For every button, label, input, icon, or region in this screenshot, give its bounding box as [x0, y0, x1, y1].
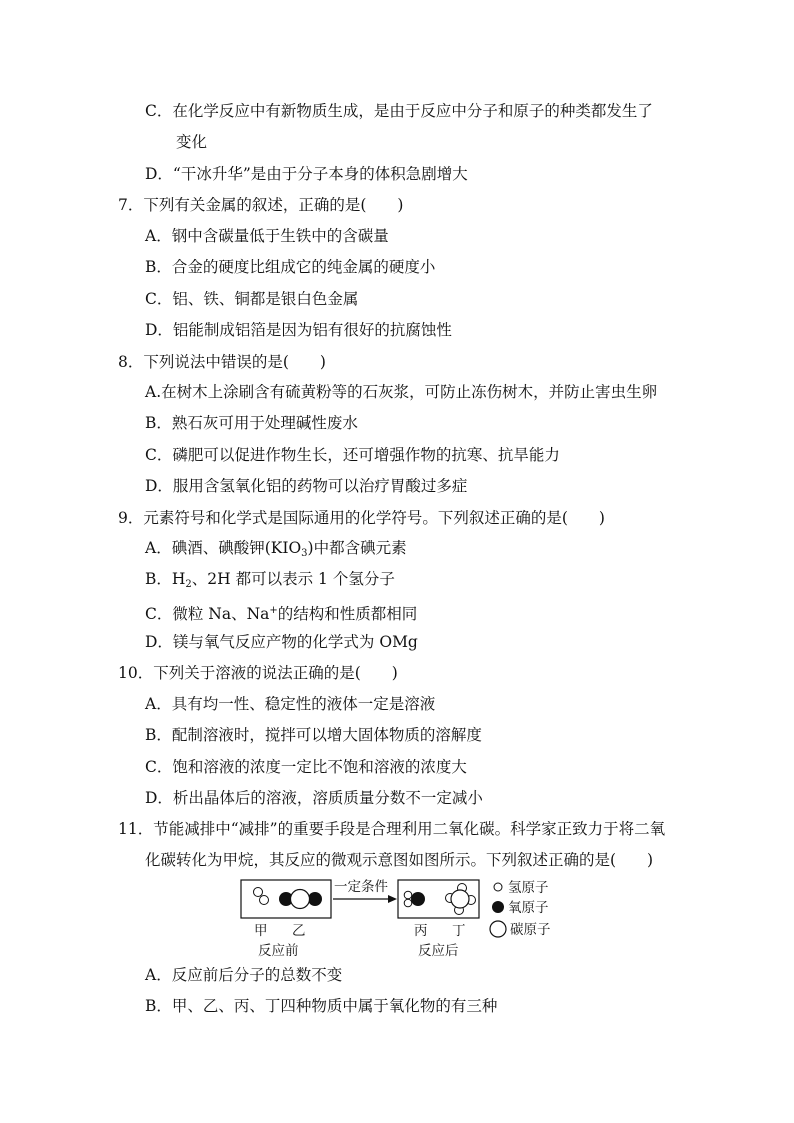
q9-option-b: B．$H_2$、2H 都可以表示 1 个氢分子: [145, 570, 395, 590]
q9-stem: 9．元素符号和化学式是国际通用的化学符号。下列叙述正确的是( ): [118, 509, 605, 527]
q8-option-b: B．熟石灰可用于处理碱性废水: [145, 414, 358, 432]
q11-stem-continuation: 化碳转化为甲烷，其反应的微观示意图如图所示。下列叙述正确的是( ): [145, 851, 654, 869]
reaction-micro-diagram: [232, 876, 572, 964]
label-ding: 丁: [452, 923, 466, 939]
q8-stem: 8．下列说法中错误的是( ): [118, 353, 326, 371]
q11-stem: 11．节能减排中“减排”的重要手段是合理利用二氧化碳。科学家正致力于将二氧: [118, 820, 666, 838]
hydrogen-atom: [254, 888, 263, 897]
q10-stem: 10．下列关于溶液的说法正确的是( ): [118, 664, 398, 682]
hydrogen-atom: [404, 891, 412, 899]
carbon-atom: [451, 890, 469, 908]
q8-option-a: A.在树木上涂刷含有硫黄粉等的石灰浆，可防止冻伤树木，并防止害虫生卵: [145, 383, 658, 401]
q11-option-a: A．反应前后分子的总数不变: [145, 966, 343, 984]
oxygen-atom: [308, 892, 322, 906]
label-after: 反应后: [418, 943, 459, 959]
label-bing: 丙: [414, 923, 428, 939]
label-before: 反应前: [258, 943, 299, 959]
q10-option-b: B．配制溶液时，搅拌可以增大固体物质的溶解度: [145, 726, 482, 744]
q7-option-c: C．铝、铁、铜都是银白色金属: [145, 290, 359, 308]
label-yi: 乙: [292, 923, 306, 939]
q7-stem: 7．下列有关金属的叙述，正确的是( ): [118, 196, 404, 214]
legend-hydrogen-label: 氢原子: [508, 880, 549, 896]
q6-option-d: D．“干冰升华”是由于分子本身的体积急剧增大: [145, 165, 468, 183]
q9-option-d: D．镁与氧气反应产物的化学式为 OMg: [145, 633, 418, 651]
oxygen-atom: [411, 892, 425, 906]
legend-carbon-icon: [490, 921, 506, 937]
q7-option-a: A．钢中含碳量低于生铁中的含碳量: [145, 227, 389, 245]
q6-option-c-continuation: 变化: [176, 133, 208, 151]
hydrogen-atom: [404, 899, 412, 907]
q11-option-b: B．甲、乙、丙、丁四种物质中属于氧化物的有三种: [145, 997, 498, 1015]
q7-option-d: D．铝能制成铝箔是因为铝有很好的抗腐蚀性: [145, 321, 452, 339]
q8-option-d: D．服用含氢氧化铝的药物可以治疗胃酸过多症: [145, 477, 468, 495]
legend-hydrogen-icon: [494, 883, 502, 891]
q6-option-c: C．在化学反应中有新物质生成，是由于反应中分子和原子的种类都发生了: [145, 102, 653, 120]
arrow-label: 一定条件: [334, 879, 388, 895]
q9-option-a: A．碘酒、碘酸钾$(KIO_3)$中都含碘元素: [145, 539, 407, 559]
legend-carbon-label: 碳原子: [510, 922, 551, 938]
q10-option-d: D．析出晶体后的溶液，溶质质量分数不一定减小: [145, 789, 483, 807]
arrow-head: [388, 895, 397, 903]
carbon-atom: [291, 890, 310, 909]
q9-option-c: C．微粒 Na、Na+的结构和性质都相同: [145, 605, 418, 623]
label-jia: 甲: [254, 923, 268, 939]
q10-option-a: A．具有均一性、稳定性的液体一定是溶液: [145, 695, 436, 713]
legend-oxygen-label: 氧原子: [508, 900, 549, 916]
q7-option-b: B．合金的硬度比组成它的纯金属的硬度小: [145, 258, 436, 276]
hydrogen-atom: [260, 896, 269, 905]
q8-option-c: C．磷肥可以促进作物生长，还可增强作物的抗寒、抗旱能力: [145, 446, 560, 464]
legend-oxygen-icon: [492, 901, 504, 913]
q10-option-c: C．饱和溶液的浓度一定比不饱和溶液的浓度大: [145, 758, 467, 776]
